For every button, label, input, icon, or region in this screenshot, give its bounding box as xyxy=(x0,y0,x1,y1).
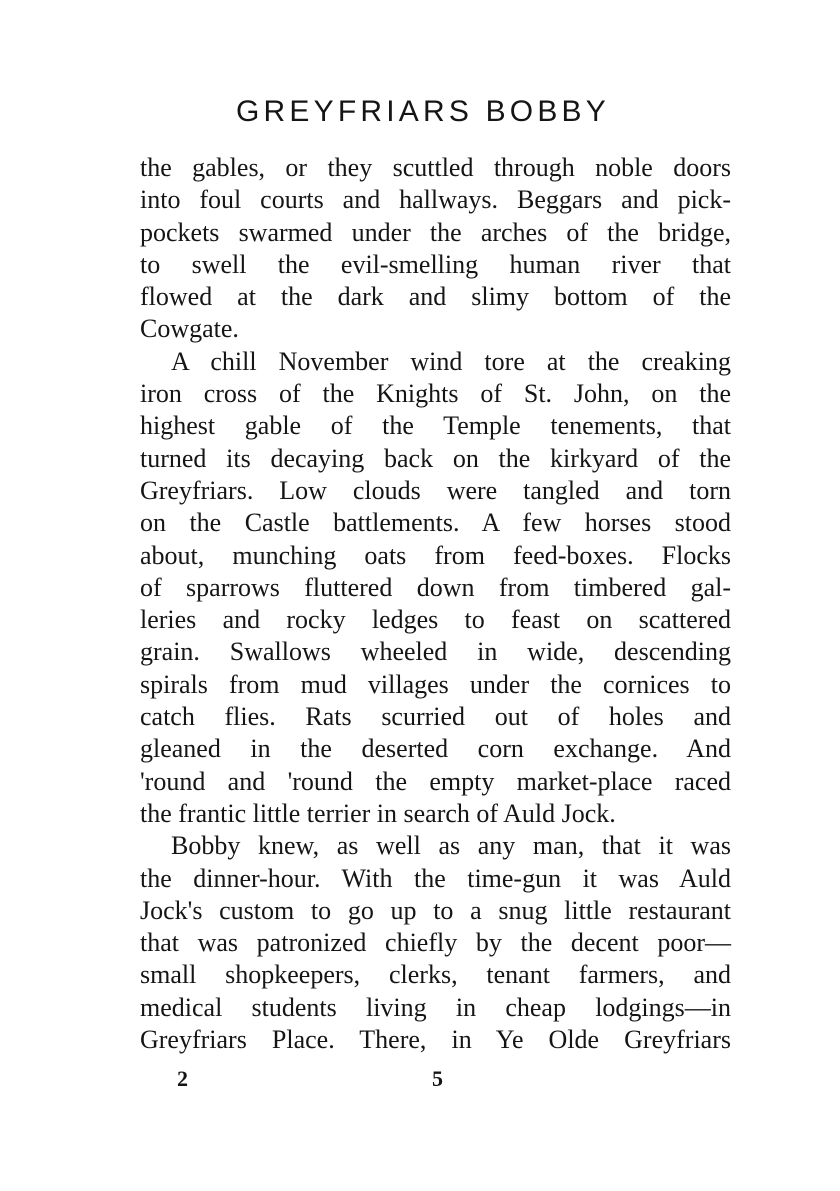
text-line: Greyfriars. Low clouds were tangled and torn xyxy=(140,475,731,505)
text-line: flowed at the dark and slimy bottom of the xyxy=(140,282,731,312)
text-line: gleaned in the deserted corn exchange. And xyxy=(140,734,731,764)
text-line: catch flies. Rats scurried out of holes and xyxy=(140,702,731,732)
text-line: the dinner-hour. With the time-gun it was Auld xyxy=(140,863,731,893)
paragraph xyxy=(140,346,731,830)
text-line: A chill November wind tore at the creaking xyxy=(171,346,731,376)
signature-number: 2 xyxy=(177,1066,188,1092)
text-line: Bobby knew, as well as any man, that it was xyxy=(171,831,731,861)
text-line: the gables, or they scuttled through noble doors xyxy=(140,153,731,182)
text-line: that was patronized chiefly by the decent poor— xyxy=(140,928,731,958)
text-line: Jock's custom to go up to a snug little restaurant xyxy=(140,895,731,925)
text-line: grain. Swallows wheeled in wide, descending xyxy=(140,637,731,667)
text-line: 'round and 'round the empty market-place raced xyxy=(140,766,731,796)
text-line: of sparrows fluttered down from timbered gal- xyxy=(140,572,731,602)
text-line: Greyfriars Place. There, in Ye Olde Greyfriars xyxy=(140,1025,731,1055)
text-line: to swell the evil-smelling human river that xyxy=(140,249,731,279)
text-line: spirals from mud villages under the cornices to xyxy=(140,669,731,699)
signature-letter: 5 xyxy=(432,1066,443,1092)
text-line: on the Castle battlements. A few horses stood xyxy=(140,508,731,538)
text-line: into foul courts and hallways. Beggars and pick- xyxy=(140,185,731,215)
body-text xyxy=(140,152,731,1056)
paragraph xyxy=(140,152,731,346)
text-line: turned its decaying back on the kirkyard of the xyxy=(140,443,731,473)
text-line: pockets swarmed under the arches of the bridge, xyxy=(140,217,731,247)
text-line: medical students living in cheap lodgings—in xyxy=(140,992,731,1022)
text-line: small shopkeepers, clerks, tenant farmers, and xyxy=(140,960,731,990)
text-line: Cowgate. xyxy=(140,314,239,344)
text-line: the frantic little terrier in search of Auld Jock. xyxy=(140,798,616,828)
text-line: iron cross of the Knights of St. John, on the xyxy=(140,379,731,409)
text-line: highest gable of the Temple tenements, that xyxy=(140,411,731,441)
paragraph xyxy=(140,830,731,1056)
text-line: leries and rocky ledges to feast on scattered xyxy=(140,605,731,635)
running-head: GREYFRIARS BOBBY xyxy=(236,95,610,128)
text-line: about, munching oats from feed-boxes. Flocks xyxy=(140,540,731,570)
